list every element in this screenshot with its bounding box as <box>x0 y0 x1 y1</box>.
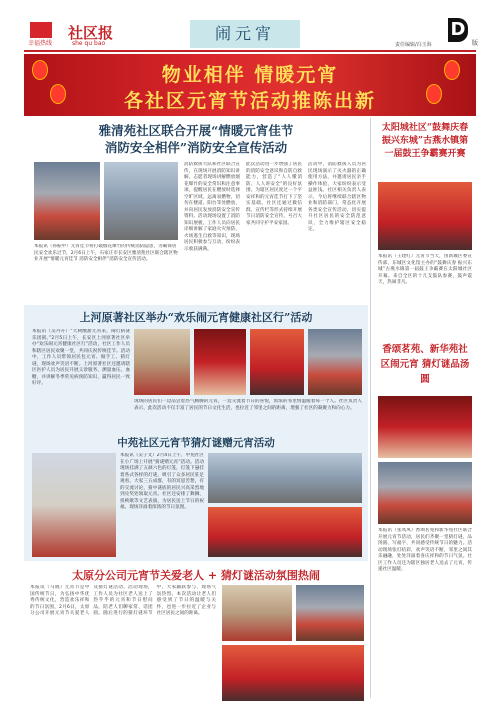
article-yaqingyuan <box>24 120 368 300</box>
paper-name: 社区报 <box>68 24 114 42</box>
headline-banner <box>24 54 476 116</box>
article-caption: 本报讯（孙振中）元宵佳节将打破烟花爆竹的传统消防隐患，为确保居民安全欢乐过节，2月6日上午，石家庄市长安区雅清苑社区联合辖区物业开展“情暖元宵佳节 消防安全相伴”消防安全宣传活动。 <box>34 244 178 262</box>
article-title: 太原分公司元宵节关爱老人 + 猜灯谜活动氛围热闹 <box>72 569 320 582</box>
section-topic: 闹元宵 <box>190 20 300 48</box>
article-title: 上河原著社区举办“欢乐闹元宵健康社区行”活动 <box>79 311 313 324</box>
article-taiyuan <box>24 565 368 705</box>
photo-fire-safety-2 <box>104 162 178 240</box>
brand-name: 幸福热线 <box>28 40 53 47</box>
column-divider <box>370 118 371 698</box>
article-title-line2: 消防安全相伴”消防安全宣传活动 <box>104 140 288 155</box>
masthead <box>0 0 500 52</box>
editor-credit: 责任编辑/冯玉海 <box>395 42 432 48</box>
article-col-2: 此次活动进一步增强了居民的消防安全意识和自防自救能力，营造了“人人懂消防、人人讲安全”的良好氛围，为辖区居民度过一个平安祥和的元宵佳节打下了坚实基础。社区还通过微信群、宣传栏等形式持续开展节日消防安全宣传，号召大家共同守护平安家园。 <box>246 162 302 226</box>
photo-health-4 <box>308 329 362 395</box>
photo-health-3 <box>250 329 304 395</box>
blue-panel <box>24 305 368 561</box>
banner-line-2: 各社区元宵节活动推陈出新 <box>123 90 376 112</box>
side-article-taiyangcheng <box>374 120 476 335</box>
photo-lantern-riddle-1 <box>32 453 116 557</box>
page-label: 版 <box>472 40 479 47</box>
article-body: 本报讯（吴子文）2月4日上午，中苑社区在小广场上开展“猜谜赠元宵”活动。活动现场挂满了五颜六色的灯笼，灯笼下悬挂着各式各样的灯谜，吸引了众多居民驻足观看。大家三五成群，有的冥思苦想，有的交流讨论，猜中谜底的居民兴高采烈地到兑奖处领取元宵。社区还安排了舞狮、扭秧歌等文艺表演，为居民送上节日的祝福，现场洋溢着浓浓的节日氛围。 <box>120 453 204 510</box>
article-col-3: 活动中，消防救援人员为居民现场演示了灭火器的正确使用方法，并邀请居民亲手操作体验，大家纷纷表示受益匪浅。社区相关负责人表示，今后将继续联合辖区物业和消防部门，常态化开展各类安全宣传活动，切实提升社区居民的安全防范意识，全力维护辖区安全稳定。 <box>308 162 366 232</box>
article-body-right: 现场的居民们一边品尝着热气腾腾的元宵，一边交流着节日的喜悦，浓浓的邻里情温暖着每一个人。社区负责人表示，此次活动不仅丰富了居民的节日文化生活，也拉近了邻里之间的距离，增强了社区的凝聚力和向心力。 <box>134 399 362 411</box>
page-letter: D <box>448 18 468 42</box>
paper-pinyin: she qu bao <box>72 40 106 47</box>
photo-lantern-riddle-2 <box>208 453 362 503</box>
photo-health-1 <box>134 329 190 395</box>
photo-elderly-3 <box>222 645 364 701</box>
article-title-line1: 雅清苑社区联合开展“情暖元宵佳节 <box>98 123 294 138</box>
photo-yuanxiao-1 <box>378 396 472 458</box>
photo-drum-contest <box>378 182 472 250</box>
side-body: 本报讯（王建红）元宵节当天，由新城区委宣传部、东城区文化馆主办的“鼓舞庆春 振兴东城”古燕水镇第一届鼓王争霸赛在太阳城社区开幕。来自全区的十几支鼓队参赛，鼓声震天，热闹非凡。 <box>378 254 472 285</box>
photo-elderly-2 <box>296 585 364 641</box>
photo-elderly-1 <box>222 585 292 641</box>
article-body-left: 本报讯（吴丹卉）“大树酸甜元宵来，闹灯猜谜乐团圆。”2月5日上午，长安区上河原著社区举办“欢乐闹元宵健康社区行”活动，社区工作人员和辖区居民欢聚一堂，共同庆祝传统佳节。活动中，工作人员带领居民包元宵、做手工、猜灯谜，现场欢声笑语不断。上河原著社区还邀请辖区医护人员为居民开展义诊服务，测量血压、血糖，并讲解冬季常见病预防知识，赢得居民一致好评。 <box>32 329 130 386</box>
side-body: 本报讯（张凤凤）香颂茗苑和新华苑社区联合开展元宵节活动，居民们齐聚一堂猜灯谜、品汤圆、写福字，共同感受传统节日的魅力。活动现场张灯结彩，欢声笑语不断，邻里之间其乐融融，处处洋溢着喜庆祥和的节日气氛。社区工作人员还为辖区独居老人送去了元宵，传递社区温暖。 <box>378 528 472 572</box>
photo-health-2 <box>194 329 246 395</box>
side-title: 太阳城社区“鼓舞庆春 振兴东城”古燕水镇第一届鼓王争霸赛开赛 <box>381 123 469 159</box>
side-article-xiangsong <box>374 340 476 705</box>
banner-line-1: 物业相伴 情暖元宵 <box>161 64 339 86</box>
photo-yuanxiao-2 <box>378 462 472 524</box>
side-title: 香颂茗苑、新华苑社区闹元宵 猜灯谜品汤圆 <box>380 344 470 385</box>
photo-lantern-riddle-3 <box>208 507 362 557</box>
article-col-1: 消防救援大队和社区联合宣传，在现场开展消防知识讲解，志愿者现场讲解燃放烟花爆竹的安全常识和注意事项，提醒居民在燃放时选择空旷区域，远离易燃物，切勿在楼道、阳台等处燃放，并向居民发放消防安全宣传资料。活动现场设置了消防知识展板，工作人员向居民详细讲解了家庭火灾预防、火场逃生自救等知识，现场居民积极参与互动，纷纷表示收获满满。 <box>184 162 240 252</box>
photo-fire-safety-1 <box>34 162 100 240</box>
article-title: 中苑社区元宵节猜灯谜赠元宵活动 <box>117 437 275 449</box>
header-divider <box>24 50 476 52</box>
article-body: 本报讯（马晓）元宵节是中国传统节日，为弘扬中华优秀传统文化，营造欢乐祥和的节日氛围，2月6日，太原分公司开展元宵节关爱老人及猜灯谜活动。活动现场，工作人员为社区老人送上了热乎乎的元宵和节日慰问品，陪老人们聊家常、话团圆。随后进行的猜灯谜环节中，大家踊跃参与，现场气氛热烈。本次活动让老人们感受到了节日的温暖与关怀，也进一步拉近了企业与社区居民之间的距离。 <box>30 585 216 616</box>
newspaper-logo-icon <box>30 22 52 38</box>
